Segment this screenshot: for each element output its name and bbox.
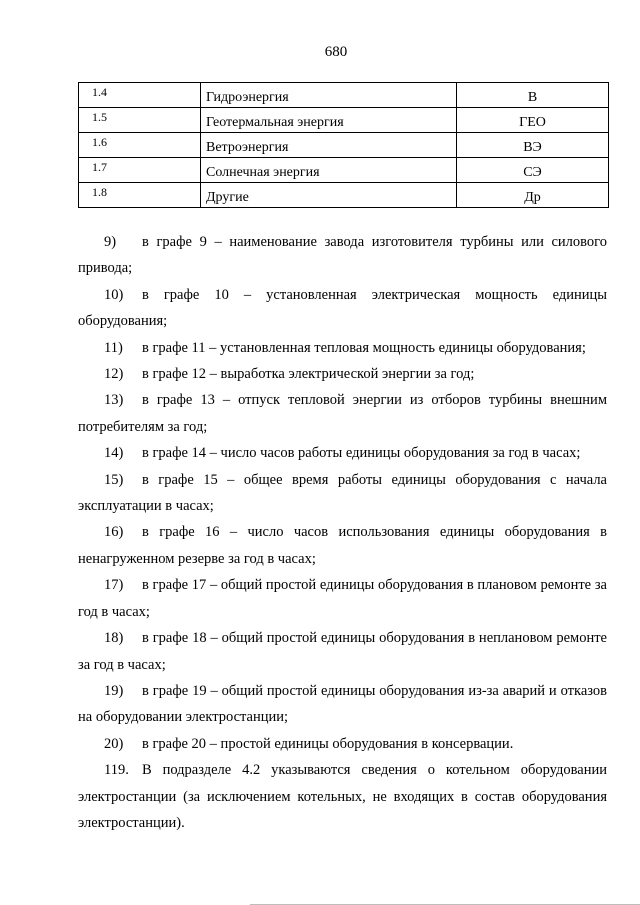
item-number: 14): [104, 445, 124, 462]
row-code-cell: 1.7: [79, 158, 201, 183]
item-number: 17): [104, 577, 124, 594]
item-number: 16): [104, 524, 124, 541]
item-text: в графе 12 – выработка электрической энергии за год;: [142, 366, 475, 383]
item-text: в графе 16 – число часов использования единицы оборудования в ненагруженном резерве за год в часах;: [78, 524, 607, 567]
table-row: [79, 83, 609, 108]
list-item: [78, 387, 607, 440]
row-code-cell: 1.6: [79, 133, 201, 158]
row-name-cell: Ветроэнергия: [201, 133, 457, 158]
list-item: [78, 757, 607, 836]
item-text: в графе 11 – установленная тепловая мощность единицы оборудования;: [142, 339, 586, 356]
table-row: [79, 133, 609, 158]
list-item: [78, 678, 607, 731]
table-row: [79, 108, 609, 133]
item-number: 9): [104, 234, 117, 250]
row-name-cell: Другие: [201, 183, 457, 208]
list-item: [78, 731, 607, 757]
energy-source-table: [78, 82, 609, 208]
row-abbreviation-cell: Др: [457, 183, 609, 208]
item-number: 19): [104, 682, 124, 699]
item-number: 119.: [104, 762, 129, 779]
row-name-cell: Солнечная энергия: [201, 158, 457, 183]
table-row: [79, 183, 609, 208]
page-number: 680: [324, 44, 348, 60]
item-number: 18): [104, 630, 124, 647]
table-row: [79, 158, 609, 183]
item-number: 11): [104, 339, 123, 356]
list-item: [78, 361, 607, 387]
item-text: в графе 14 – число часов работы единицы оборудования за год в часах;: [142, 445, 581, 462]
row-abbreviation-cell: ВЭ: [457, 133, 609, 158]
item-text: В подразделе 4.2 указываются сведения о котельном оборудовании электростанции (за исключением котельных, не входящих в состав оборудования электростанции).: [78, 762, 607, 831]
item-text: в графе 19 – общий простой единицы оборудования из-за аварий и отказов на оборудовании электростанции;: [78, 682, 607, 726]
row-name-cell: Гидроэнергия: [201, 83, 457, 108]
list-item: [78, 467, 607, 520]
table-body: [79, 83, 609, 208]
list-item: [78, 440, 607, 466]
row-abbreviation-cell: СЭ: [457, 158, 609, 183]
item-text: в графе 13 – отпуск тепловой энергии из отборов турбины внешним потребителям за год;: [78, 392, 607, 435]
row-name-cell: Геотермальная энергия: [201, 108, 457, 133]
list-item: [78, 519, 607, 572]
item-text: в графе 9 – наименование завода изготовителя турбины или силового привода;: [78, 234, 607, 277]
item-text: в графе 18 – общий простой единицы оборудования в неплановом ремонте за год в часах;: [78, 630, 607, 673]
list-item: [78, 282, 607, 335]
row-code-cell: 1.4: [79, 83, 201, 108]
list-item: [78, 572, 607, 625]
item-number: 10): [104, 286, 124, 303]
row-abbreviation-cell: В: [457, 83, 609, 108]
list-item: [78, 625, 607, 678]
row-code-cell: 1.8: [79, 183, 201, 208]
item-text: в графе 10 – установленная электрическая мощность единицы оборудования;: [78, 286, 607, 330]
item-number: 20): [104, 735, 124, 752]
item-text: в графе 15 – общее время работы единицы оборудования с начала эксплуатации в часах;: [78, 471, 607, 515]
list-item: [78, 229, 607, 282]
item-text: в графе 20 – простой единицы оборудования в консервации.: [142, 735, 514, 752]
item-text: в графе 17 – общий простой единицы оборудования в плановом ремонте за год в часах;: [78, 577, 607, 620]
row-code-cell: 1.5: [79, 108, 201, 133]
item-number: 12): [104, 366, 124, 383]
item-number: 13): [104, 392, 124, 409]
list-item: [78, 335, 607, 361]
row-abbreviation-cell: ГЕО: [457, 108, 609, 133]
item-number: 15): [104, 471, 124, 488]
document-body: [78, 229, 607, 836]
